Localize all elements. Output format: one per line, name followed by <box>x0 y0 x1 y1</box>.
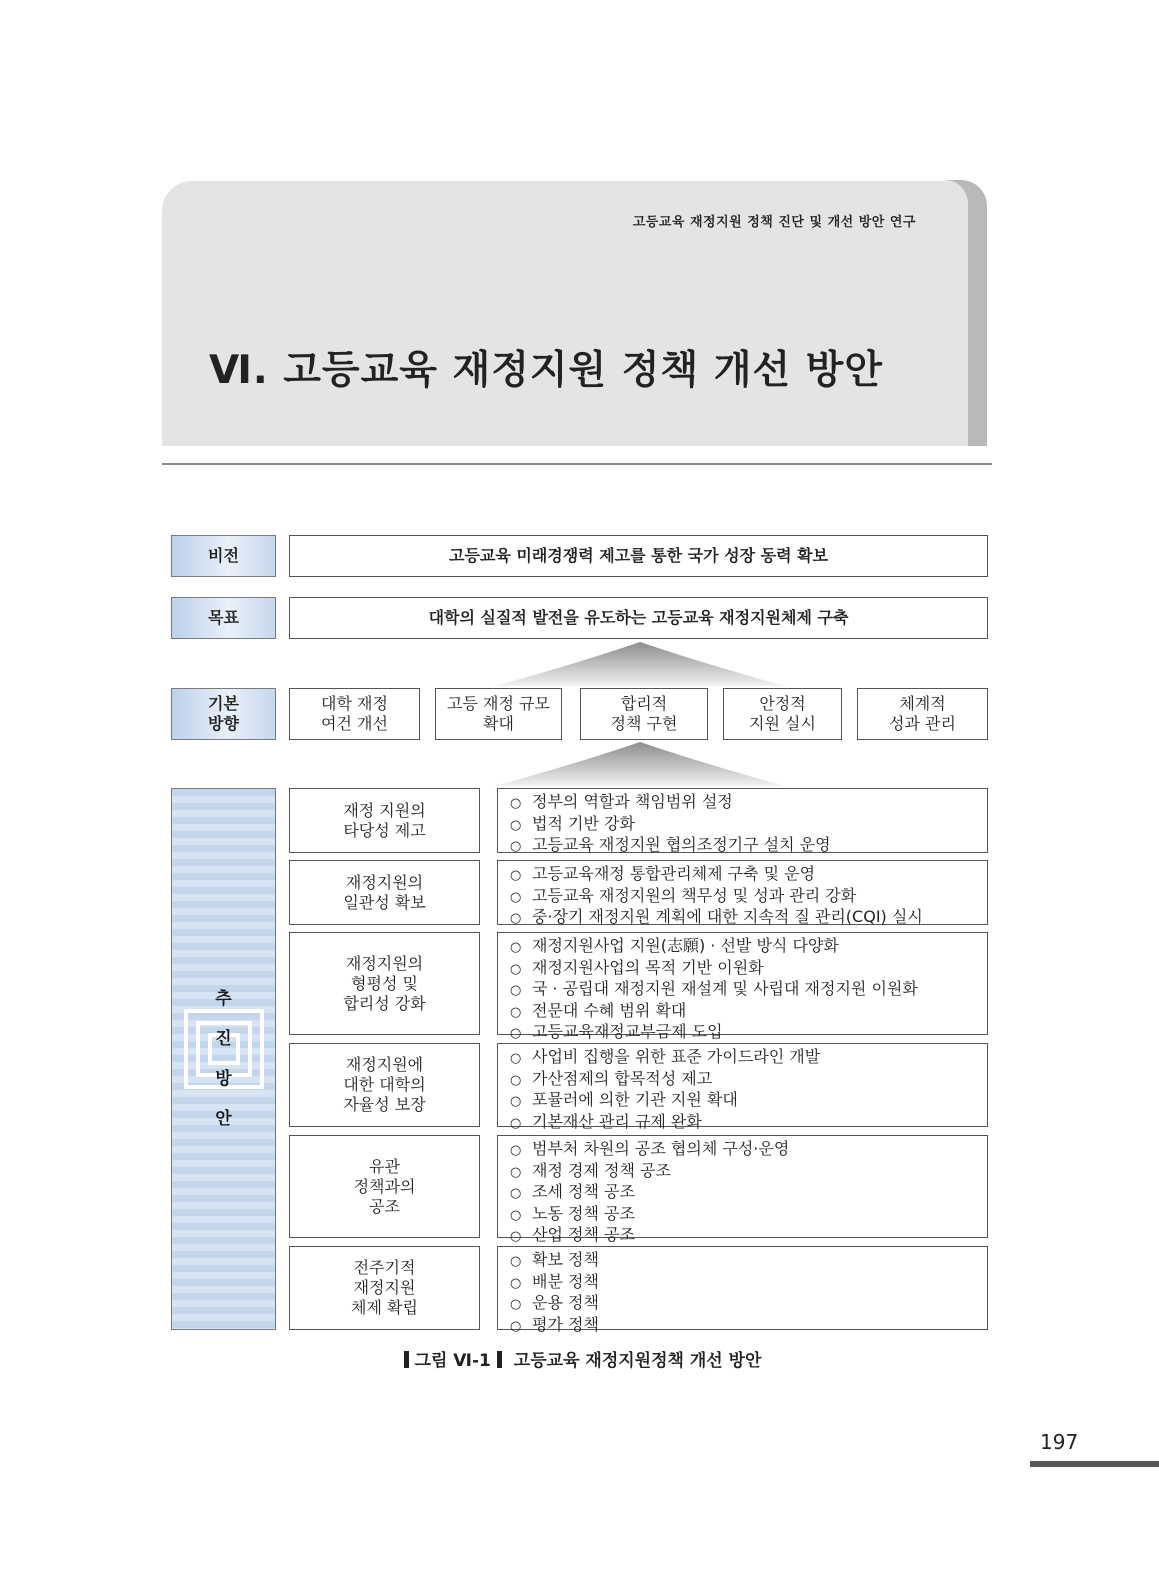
list-item: ○ 고등교육재정교부금제 도입 <box>510 1022 723 1041</box>
direction-line: 여건 개선 <box>321 714 388 733</box>
list-item: ○ 재정지원사업 지원(志願) · 선발 방식 다양화 <box>510 936 839 955</box>
list-item: ○ 전문대 수혜 범위 확대 <box>510 1000 687 1020</box>
strategy-label-chars <box>172 989 275 1149</box>
list-item: ○ 재정지원사업의 목적 기반 이원화 <box>510 957 764 977</box>
list-item: ○ 산업 정책 공조 <box>510 1225 635 1244</box>
strategy-title-5 <box>289 1135 480 1238</box>
strategy-title-line: 공조 <box>369 1196 400 1216</box>
caption-bar <box>404 1351 409 1368</box>
direction-line: 합리적 <box>620 694 668 713</box>
caption-text: 고등교육 재정지원정책 개선 방안 <box>513 1351 762 1371</box>
strategy-title-line: 일관성 확보 <box>343 892 426 912</box>
directions-label-line1: 기본 <box>208 694 239 713</box>
strategy-items-1 <box>497 788 988 853</box>
running-header: 고등교육 재정지원 정책 진단 및 개선 방안 연구 <box>632 215 916 230</box>
strategy-items-5 <box>497 1135 988 1244</box>
directions-label-line2: 방향 <box>208 714 239 733</box>
list-item: ○ 기본재산 관리 규제 완화 <box>510 1111 702 1131</box>
direction-line: 고등 재정 규모 <box>447 694 550 713</box>
strategy-title-line: 전주기적 <box>353 1258 416 1277</box>
chapter-title: Ⅵ. 고등교육 재정지원 정책 개선 방안 <box>209 348 884 393</box>
strategy-title-line: 재정지원의 <box>345 872 424 892</box>
strategy-title-line: 타당성 제고 <box>343 820 426 840</box>
vision-box: 고등교육 미래경쟁력 제고를 통한 국가 성장 동력 확보 <box>289 535 988 577</box>
list-item: ○ 고등교육 재정지원 협의조정기구 설치 운영 <box>510 835 831 854</box>
strategy-title-line: 재정 지원의 <box>343 800 426 820</box>
strategy-label-char: 방 <box>215 1069 232 1089</box>
strategy-title-line: 재정지원 <box>353 1278 416 1297</box>
list-item: ○ 법적 기반 강화 <box>510 813 635 833</box>
strategy-title-4 <box>289 1043 480 1127</box>
strategy-title-line: 재정지원에 <box>345 1055 424 1074</box>
strategy-items-6 <box>497 1246 988 1334</box>
figure-caption <box>0 1346 1159 1371</box>
directions-label <box>171 688 276 740</box>
list-item: ○ 배분 정책 <box>510 1271 599 1291</box>
strategy-title-1 <box>289 788 480 853</box>
direction-line: 대학 재정 <box>321 694 388 713</box>
strategy-label-char: 진 <box>215 1029 232 1049</box>
strategy-title-3 <box>289 932 480 1035</box>
strategy-title-line: 자율성 보장 <box>343 1095 426 1114</box>
up-arrow-icon <box>495 742 785 786</box>
direction-line: 확대 <box>483 714 514 733</box>
up-arrow-icon <box>495 642 785 686</box>
list-item: ○ 포뮬러에 의한 기관 지원 확대 <box>510 1090 738 1109</box>
direction-line: 성과 관리 <box>889 714 956 733</box>
strategy-title-line: 대한 대학의 <box>343 1075 426 1094</box>
list-item: ○ 조세 정책 공조 <box>510 1182 635 1201</box>
page-number-bar <box>1030 1461 1159 1467</box>
direction-box-5 <box>857 688 988 740</box>
strategy-title-line: 정책과의 <box>353 1176 416 1196</box>
list-item: ○ 국 · 공립대 재정지원 재설계 및 사립대 재정지원 이원화 <box>510 979 918 998</box>
header-rule <box>162 463 992 465</box>
direction-line: 지원 실시 <box>749 714 816 733</box>
direction-box-2 <box>435 688 562 740</box>
list-item: ○ 고등교육재정 통합관리체제 구축 및 운영 <box>510 864 816 883</box>
direction-line: 정책 구현 <box>610 714 678 733</box>
strategy-title-line: 체제 확립 <box>351 1298 418 1317</box>
list-item: ○ 운용 정책 <box>510 1293 599 1312</box>
list-item: ○ 고등교육 재정지원의 책무성 및 성과 관리 강화 <box>510 885 857 905</box>
strategy-title-line: 유관 <box>369 1156 400 1176</box>
strategy-title-line: 형평성 및 <box>351 973 418 993</box>
strategy-title-line: 재정지원의 <box>345 953 424 973</box>
list-item: ○ 노동 정책 공조 <box>510 1203 635 1223</box>
list-item: ○ 범부처 차원의 공조 협의체 구성·운영 <box>510 1139 790 1158</box>
strategy-items-2 <box>497 860 988 925</box>
vision-label: 비전 <box>171 535 276 577</box>
strategy-items-3 <box>497 932 988 1041</box>
page-number: 197 <box>1040 1430 1079 1454</box>
list-item: ○ 평가 정책 <box>510 1314 599 1334</box>
list-item: ○ 중·장기 재정지원 계획에 대한 지속적 질 관리(CQI) 실시 <box>510 907 923 926</box>
goal-box: 대학의 실질적 발전을 유도하는 고등교육 재정지원체제 구축 <box>289 597 988 639</box>
strategy-label <box>171 788 276 1330</box>
strategy-label-char: 안 <box>215 1109 232 1129</box>
strategy-title-6 <box>289 1246 480 1330</box>
strategy-title-line: 합리성 강화 <box>343 993 426 1013</box>
direction-box-4 <box>723 688 842 740</box>
direction-box-3 <box>580 688 708 740</box>
list-item: ○ 재정 경제 정책 공조 <box>510 1160 671 1180</box>
list-item: ○ 사업비 집행을 위한 표준 가이드라인 개발 <box>510 1047 821 1066</box>
chapter-banner <box>162 181 968 446</box>
strategy-label-char: 추 <box>215 989 232 1009</box>
list-item: ○ 가산점제의 합목적성 제고 <box>510 1068 713 1088</box>
strategy-title-2 <box>289 860 480 925</box>
list-item: ○ 정부의 역할과 책임범위 설정 <box>510 792 733 811</box>
caption-prefix: 그림 Ⅵ-1 <box>414 1351 491 1371</box>
caption-bar <box>497 1351 502 1368</box>
strategy-items-4 <box>497 1043 988 1131</box>
direction-box-1 <box>289 688 420 740</box>
goal-label: 목표 <box>171 597 276 639</box>
list-item: ○ 확보 정책 <box>510 1250 599 1269</box>
direction-line: 안정적 <box>759 694 806 713</box>
direction-line: 체계적 <box>899 694 946 713</box>
